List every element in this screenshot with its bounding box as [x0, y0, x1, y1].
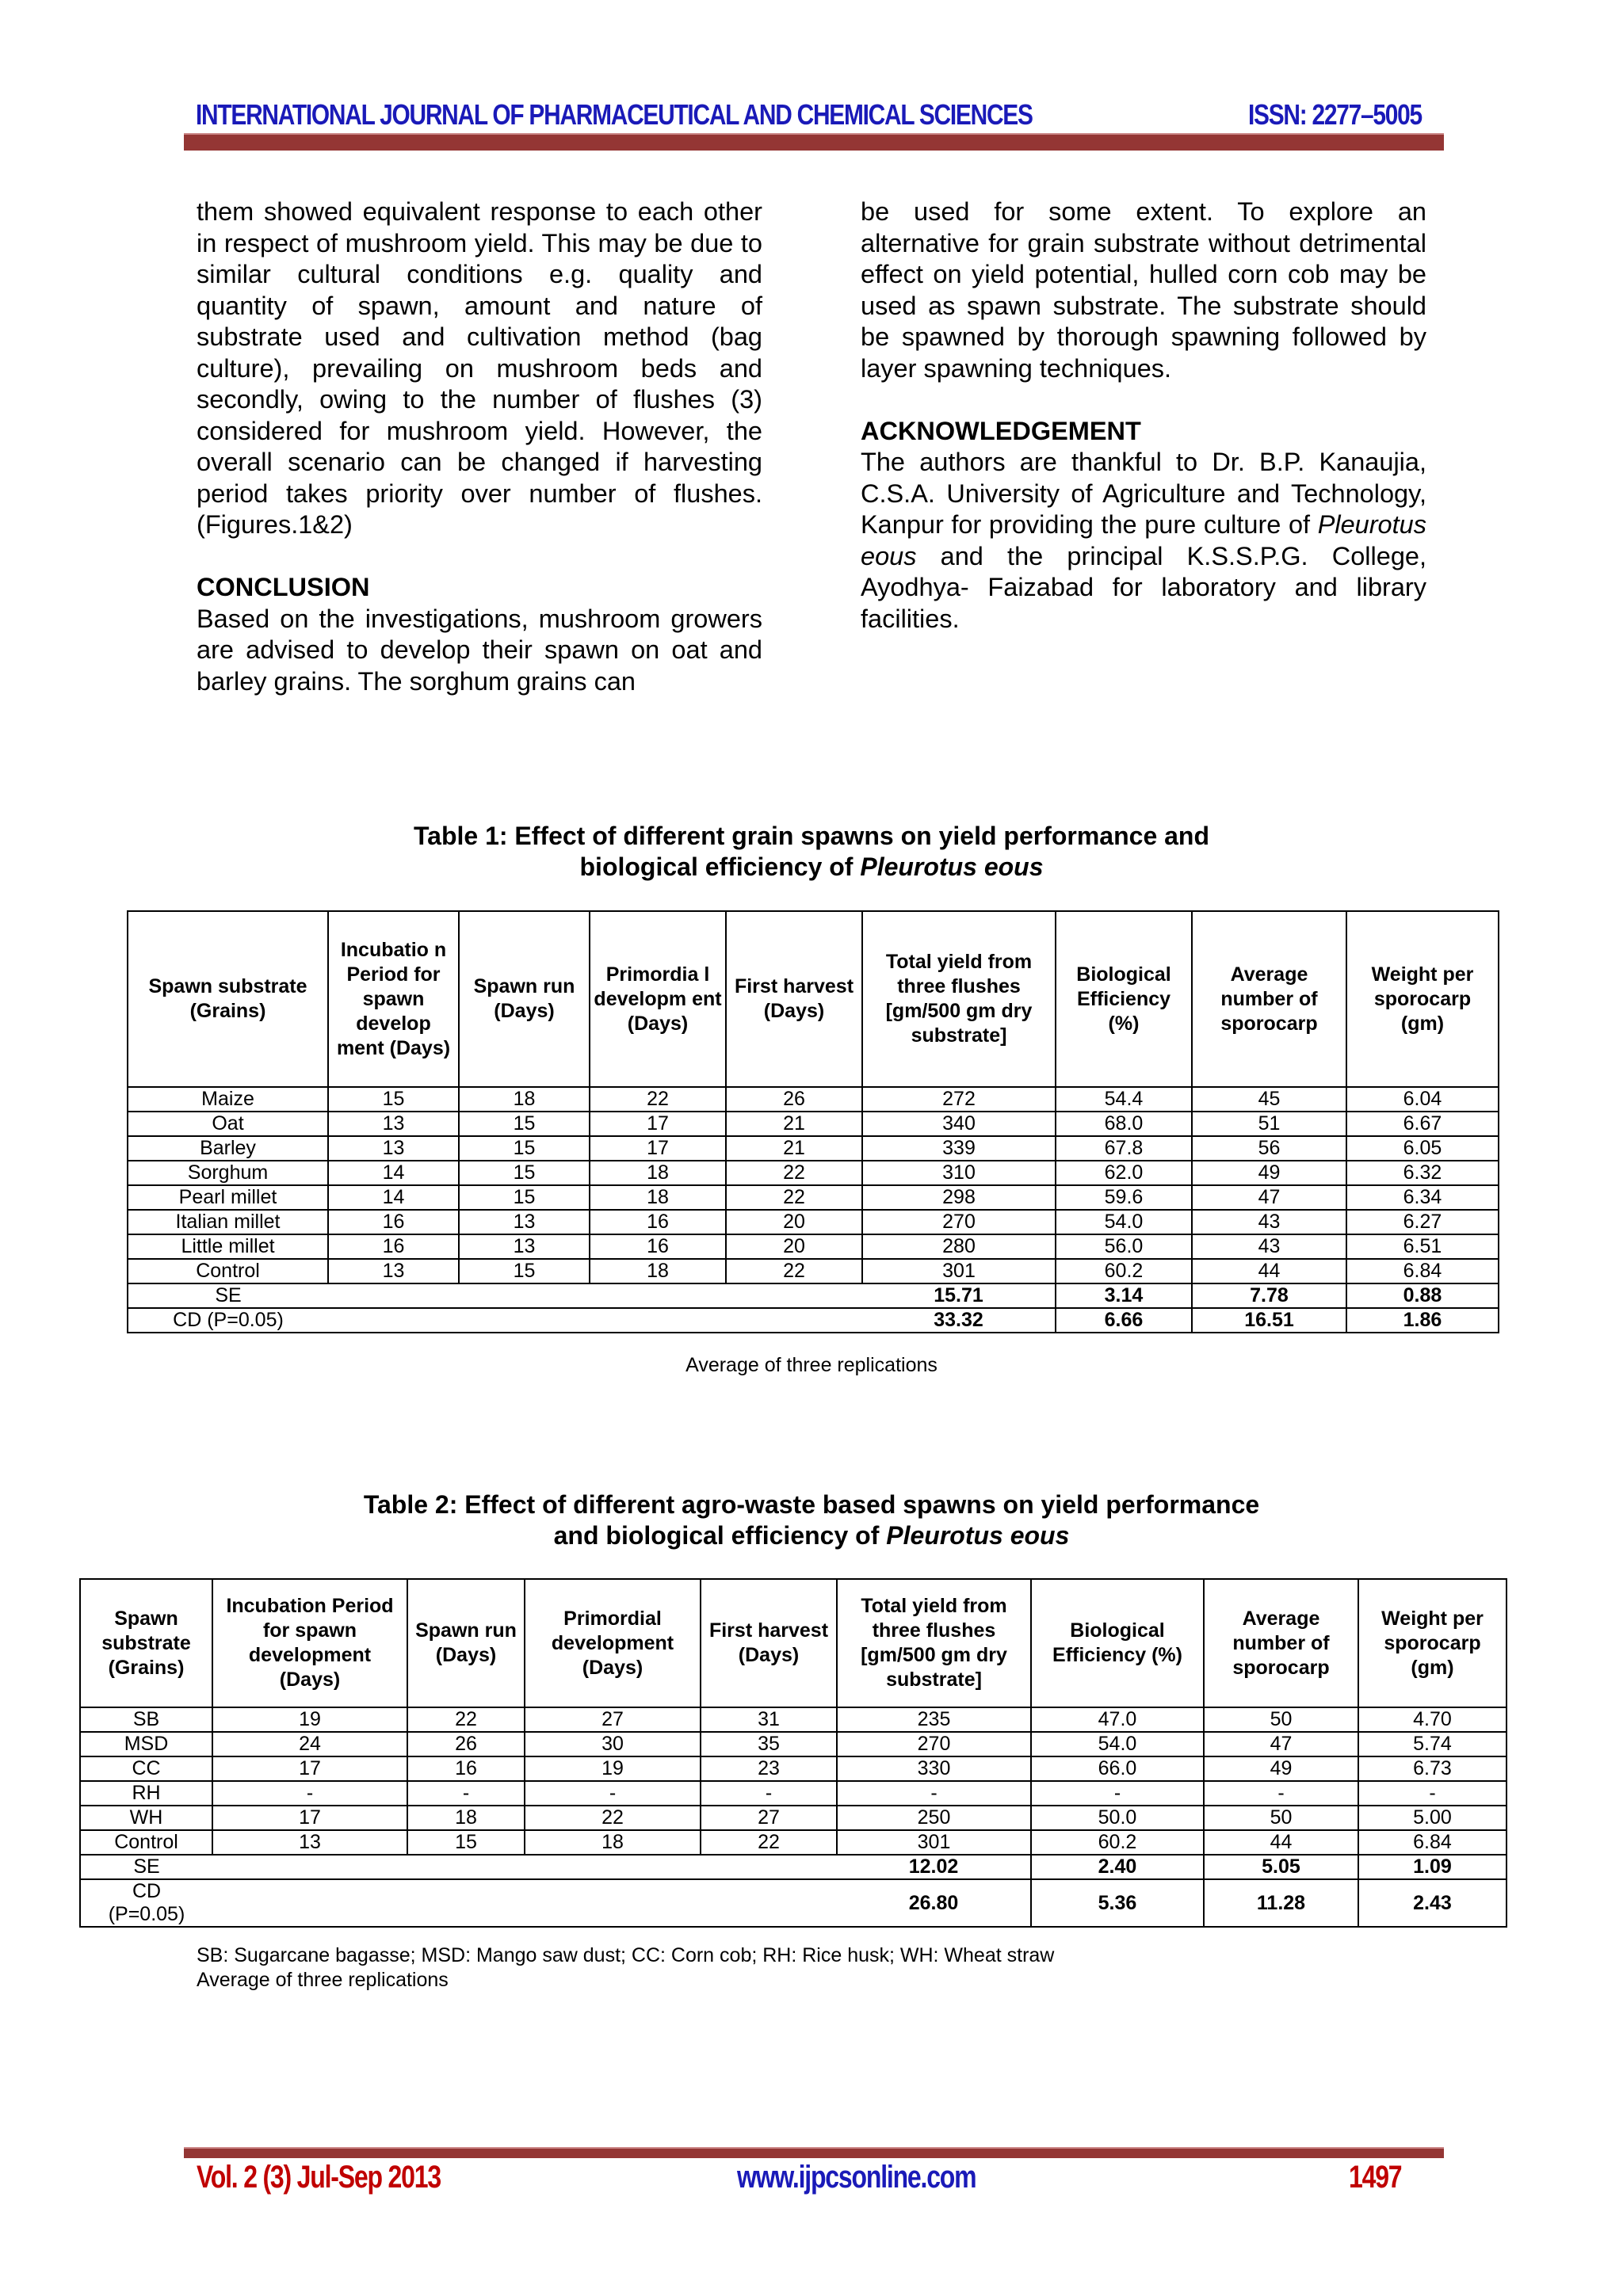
cd-value: 6.66: [1056, 1308, 1192, 1333]
table-cell: 22: [407, 1707, 525, 1732]
table-cell: 22: [590, 1087, 726, 1112]
table-cell: 47: [1192, 1185, 1346, 1210]
table-row: [128, 1234, 1499, 1259]
table-cell: 43: [1192, 1234, 1346, 1259]
row-label: WH: [80, 1806, 212, 1830]
row-label: CC: [80, 1756, 212, 1781]
conclusion-continued-paragraph: be used for some extent. To explore an alternative for grain substrate without detrimental effect on yield potential, hulled corn cob may be used as spawn substrate. The substrate should be spawned by thorough spawning followed by layer spawning techniques.: [861, 197, 1426, 383]
conclusion-heading: CONCLUSION: [197, 573, 370, 601]
row-label: Italian millet: [128, 1210, 328, 1234]
table-cell: 22: [726, 1259, 862, 1283]
caption-text: biological efficiency of: [579, 852, 861, 881]
table-cell: 6.34: [1346, 1185, 1499, 1210]
table-cell: 330: [837, 1756, 1031, 1781]
table-cell: 44: [1204, 1830, 1358, 1855]
table-cell: 22: [726, 1185, 862, 1210]
journal-website-link[interactable]: www.ijpcsonline.com: [737, 2160, 976, 2195]
table-cell: 6.05: [1346, 1136, 1499, 1161]
table-cell: 15: [328, 1087, 459, 1112]
table-cell: 15: [459, 1112, 590, 1136]
table2-abbreviations: SB: Sugarcane bagasse; MSD: Mango saw dust; CC: Corn cob; RH: Rice husk; WH: Wheat straw: [197, 1944, 1055, 1966]
row-label: SB: [80, 1707, 212, 1732]
table-cell: 6.84: [1346, 1259, 1499, 1283]
table-row: [80, 1830, 1507, 1855]
table-cell: -: [1204, 1781, 1358, 1806]
table-cell: 26: [407, 1732, 525, 1756]
table1: [127, 910, 1499, 1333]
table-cell: 6.04: [1346, 1087, 1499, 1112]
table1-caption-line1: Table 1: Effect of different grain spawns on yield performance and: [413, 822, 1210, 850]
table-cell: 14: [328, 1185, 459, 1210]
table-cell: 301: [862, 1259, 1056, 1283]
cd-label: CD (P=0.05): [128, 1308, 328, 1333]
table-cell: -: [1031, 1781, 1204, 1806]
cd-row: [80, 1879, 1507, 1927]
table-cell: 54.0: [1031, 1732, 1204, 1756]
species-name: Pleurotus eous: [860, 852, 1044, 881]
column-header: Spawn run (Days): [459, 911, 590, 1087]
cd-value: 5.36: [1031, 1879, 1204, 1927]
table-row: [128, 1210, 1499, 1234]
se-value: 7.78: [1192, 1283, 1346, 1308]
cd-label: [80, 1879, 212, 1927]
column-header: Incubation Period for spawn development (Days): [212, 1579, 407, 1707]
table-cell: 67.8: [1056, 1136, 1192, 1161]
table-cell: 6.84: [1358, 1830, 1507, 1855]
species-name: Pleurotus eous: [886, 1521, 1070, 1550]
conclusion-paragraph: Based on the investigations, mushroom growers are advised to develop their spawn on oat and barley grains. The sorghum grains can: [197, 604, 762, 696]
table-cell: 47: [1204, 1732, 1358, 1756]
column-header: Spawn run (Days): [407, 1579, 525, 1707]
left-column: [197, 196, 762, 697]
column-header: Incubatio n Period for spawn develop ment (Days): [328, 911, 459, 1087]
table1-caption-line2: [0, 852, 1623, 883]
column-header: Average number of sporocarp: [1192, 911, 1346, 1087]
table-cell: 26: [726, 1087, 862, 1112]
cd-value: 26.80: [837, 1879, 1031, 1927]
column-header: Total yield from three flushes [gm/500 gm dry substrate]: [837, 1579, 1031, 1707]
table-cell: 16: [590, 1234, 726, 1259]
se-value: 3.14: [1056, 1283, 1192, 1308]
table-cell: 60.2: [1031, 1830, 1204, 1855]
table-cell: 6.73: [1358, 1756, 1507, 1781]
table-cell: 56: [1192, 1136, 1346, 1161]
table-cell: 60.2: [1056, 1259, 1192, 1283]
table-cell: 50: [1204, 1806, 1358, 1830]
ack-text-part1: The authors are thankful to Dr. B.P. Kanaujia, C.S.A. University of Agriculture and Technology, Kanpur for providing the pure culture of: [861, 448, 1426, 539]
table1-header-row: [128, 911, 1499, 1087]
table-cell: -: [212, 1781, 407, 1806]
table-cell: -: [1358, 1781, 1507, 1806]
column-header: First harvest (Days): [726, 911, 862, 1087]
ack-text-part2: and the principal K.S.S.P.G. College, Ayodhya- Faizabad for laboratory and library facilities.: [861, 541, 1426, 633]
column-header: Weight per sporocarp (gm): [1346, 911, 1499, 1087]
column-header: Average number of sporocarp: [1204, 1579, 1358, 1707]
table-cell: 270: [862, 1210, 1056, 1234]
table-cell: 23: [701, 1756, 837, 1781]
table2: [79, 1578, 1507, 1928]
table-cell: 15: [459, 1259, 590, 1283]
column-header: Spawn substrate (Grains): [80, 1579, 212, 1707]
column-header: Primordial development (Days): [525, 1579, 701, 1707]
table-cell: -: [837, 1781, 1031, 1806]
table-cell: 43: [1192, 1210, 1346, 1234]
table-cell: 54.4: [1056, 1087, 1192, 1112]
table2-caption-line2: [0, 1520, 1623, 1551]
issn: ISSN: 2277–5005: [1248, 98, 1422, 131]
table-row: [80, 1756, 1507, 1781]
column-header: Biological Efficiency (%): [1056, 911, 1192, 1087]
row-label: Maize: [128, 1087, 328, 1112]
right-column: [861, 196, 1426, 635]
cd-value: 33.32: [862, 1308, 1056, 1333]
cd-value: 11.28: [1204, 1879, 1358, 1927]
table-cell: 5.74: [1358, 1732, 1507, 1756]
table-cell: 19: [525, 1756, 701, 1781]
table-cell: 54.0: [1056, 1210, 1192, 1234]
spacer: [197, 541, 762, 573]
row-label: RH: [80, 1781, 212, 1806]
column-header: First harvest (Days): [701, 1579, 837, 1707]
table-cell: 13: [459, 1234, 590, 1259]
table-cell: 250: [837, 1806, 1031, 1830]
table-cell: 18: [525, 1830, 701, 1855]
table-cell: 13: [328, 1112, 459, 1136]
acknowledgement-heading: ACKNOWLEDGEMENT: [861, 416, 1141, 445]
table-cell: 339: [862, 1136, 1056, 1161]
table-cell: 50: [1204, 1707, 1358, 1732]
table-cell: 270: [837, 1732, 1031, 1756]
header-divider-bar: [184, 133, 1444, 151]
se-value: 12.02: [837, 1855, 1031, 1879]
table-cell: 15: [407, 1830, 525, 1855]
row-label: Pearl millet: [128, 1185, 328, 1210]
table-cell: 27: [701, 1806, 837, 1830]
cd-label-line1: CD: [132, 1880, 162, 1902]
table-cell: 15: [459, 1161, 590, 1185]
footer-divider-bar: [184, 2147, 1444, 2158]
table2-caption: [0, 1489, 1623, 1551]
table-cell: 18: [590, 1161, 726, 1185]
table-cell: 51: [1192, 1112, 1346, 1136]
se-label: SE: [128, 1283, 328, 1308]
table-row: [128, 1136, 1499, 1161]
table-cell: 31: [701, 1707, 837, 1732]
row-label: Barley: [128, 1136, 328, 1161]
table-cell: 22: [525, 1806, 701, 1830]
table-row: [80, 1781, 1507, 1806]
table-cell: 56.0: [1056, 1234, 1192, 1259]
caption-text: and biological efficiency of: [553, 1521, 887, 1550]
table-row: [128, 1087, 1499, 1112]
table-row: [80, 1707, 1507, 1732]
empty-span: [212, 1855, 837, 1879]
cd-row: [128, 1308, 1499, 1333]
row-label: Control: [128, 1259, 328, 1283]
journal-header: [196, 98, 1422, 133]
volume-issue: Vol. 2 (3) Jul-Sep 2013: [197, 2160, 441, 2195]
column-header: Primordia l developm ent (Days): [590, 911, 726, 1087]
table-cell: 19: [212, 1707, 407, 1732]
table-cell: 35: [701, 1732, 837, 1756]
table-cell: 16: [328, 1234, 459, 1259]
table2-header-row: [80, 1579, 1507, 1707]
table-cell: 18: [590, 1259, 726, 1283]
empty-span: [328, 1308, 862, 1333]
table-cell: 24: [212, 1732, 407, 1756]
table-cell: 45: [1192, 1087, 1346, 1112]
table-cell: 13: [459, 1210, 590, 1234]
table-cell: 15: [459, 1185, 590, 1210]
row-label: Little millet: [128, 1234, 328, 1259]
table-cell: 27: [525, 1707, 701, 1732]
table-cell: 16: [328, 1210, 459, 1234]
table-cell: 298: [862, 1185, 1056, 1210]
discussion-paragraph: them showed equivalent response to each other in respect of mushroom yield. This may be due to similar cultural conditions e.g. quality and quantity of spawn, amount and nature of substrate used and cultivation method (bag culture), prevailing on mushroom beds and secondly, owing to the number of flushes (3) considered for mushroom yield. However, the overall scenario can be changed if harvesting period takes priority over number of flushes. (Figures.1&2): [197, 197, 762, 539]
table-row: [128, 1112, 1499, 1136]
table-cell: 68.0: [1056, 1112, 1192, 1136]
table-cell: 340: [862, 1112, 1056, 1136]
table1-caption: [0, 821, 1623, 883]
table-cell: 18: [590, 1185, 726, 1210]
table-cell: 22: [701, 1830, 837, 1855]
table-row: [80, 1806, 1507, 1830]
table-cell: -: [407, 1781, 525, 1806]
table-cell: 310: [862, 1161, 1056, 1185]
table-cell: 6.32: [1346, 1161, 1499, 1185]
table-cell: 20: [726, 1234, 862, 1259]
table-cell: 21: [726, 1112, 862, 1136]
empty-span: [212, 1879, 837, 1927]
se-value: 2.40: [1031, 1855, 1204, 1879]
table-cell: 50.0: [1031, 1806, 1204, 1830]
table-cell: 18: [407, 1806, 525, 1830]
table-cell: 62.0: [1056, 1161, 1192, 1185]
se-value: 1.09: [1358, 1855, 1507, 1879]
table-cell: 16: [590, 1210, 726, 1234]
table-cell: 16: [407, 1756, 525, 1781]
column-header: Spawn substrate (Grains): [128, 911, 328, 1087]
table-row: [128, 1185, 1499, 1210]
table-cell: 6.67: [1346, 1112, 1499, 1136]
table-cell: 6.51: [1346, 1234, 1499, 1259]
table-cell: 59.6: [1056, 1185, 1192, 1210]
table-cell: 301: [837, 1830, 1031, 1855]
column-header: Biological Efficiency (%): [1031, 1579, 1204, 1707]
page-number: 1497: [1349, 2160, 1402, 2195]
se-value: 5.05: [1204, 1855, 1358, 1879]
table-cell: 49: [1192, 1161, 1346, 1185]
table-cell: 20: [726, 1210, 862, 1234]
table-row: [128, 1161, 1499, 1185]
se-label: SE: [80, 1855, 212, 1879]
cd-label-line2: (P=0.05): [108, 1903, 185, 1925]
table-cell: 17: [212, 1806, 407, 1830]
table-cell: 47.0: [1031, 1707, 1204, 1732]
table-cell: 22: [726, 1161, 862, 1185]
column-header: Weight per sporocarp (gm): [1358, 1579, 1507, 1707]
table-cell: 6.27: [1346, 1210, 1499, 1234]
table-row: [80, 1732, 1507, 1756]
species-name: Pleurotus eous: [861, 510, 1426, 570]
table-cell: 49: [1204, 1756, 1358, 1781]
empty-span: [328, 1283, 862, 1308]
table-cell: 13: [212, 1830, 407, 1855]
se-value: 0.88: [1346, 1283, 1499, 1308]
se-row: [128, 1283, 1499, 1308]
table-cell: 4.70: [1358, 1707, 1507, 1732]
row-label: Oat: [128, 1112, 328, 1136]
cd-value: 1.86: [1346, 1308, 1499, 1333]
table-cell: 17: [212, 1756, 407, 1781]
se-value: 15.71: [862, 1283, 1056, 1308]
table-cell: 66.0: [1031, 1756, 1204, 1781]
table-cell: 272: [862, 1087, 1056, 1112]
acknowledgement-paragraph: [861, 447, 1426, 635]
table-cell: 5.00: [1358, 1806, 1507, 1830]
table-row: [128, 1259, 1499, 1283]
spacer: [861, 384, 1426, 416]
table1-note: Average of three replications: [685, 1354, 938, 1376]
table2-note: Average of three replications: [197, 1969, 449, 1991]
table-cell: 30: [525, 1732, 701, 1756]
journal-title: INTERNATIONAL JOURNAL OF PHARMACEUTICAL AND CHEMICAL SCIENCES: [196, 98, 1033, 131]
cd-value: 16.51: [1192, 1308, 1346, 1333]
row-label: Sorghum: [128, 1161, 328, 1185]
cd-value: 2.43: [1358, 1879, 1507, 1927]
column-header: Total yield from three flushes [gm/500 gm dry substrate]: [862, 911, 1056, 1087]
row-label: Control: [80, 1830, 212, 1855]
table-cell: 13: [328, 1136, 459, 1161]
table-cell: 15: [459, 1136, 590, 1161]
table-cell: 17: [590, 1136, 726, 1161]
table-cell: 21: [726, 1136, 862, 1161]
table-cell: 44: [1192, 1259, 1346, 1283]
table-cell: 13: [328, 1259, 459, 1283]
table-cell: 18: [459, 1087, 590, 1112]
row-label: MSD: [80, 1732, 212, 1756]
table-cell: 235: [837, 1707, 1031, 1732]
table-cell: 280: [862, 1234, 1056, 1259]
table-cell: 17: [590, 1112, 726, 1136]
table-cell: -: [701, 1781, 837, 1806]
table-cell: -: [525, 1781, 701, 1806]
table-cell: 14: [328, 1161, 459, 1185]
table2-caption-line1: Table 2: Effect of different agro-waste based spawns on yield performance: [363, 1490, 1260, 1519]
se-row: [80, 1855, 1507, 1879]
